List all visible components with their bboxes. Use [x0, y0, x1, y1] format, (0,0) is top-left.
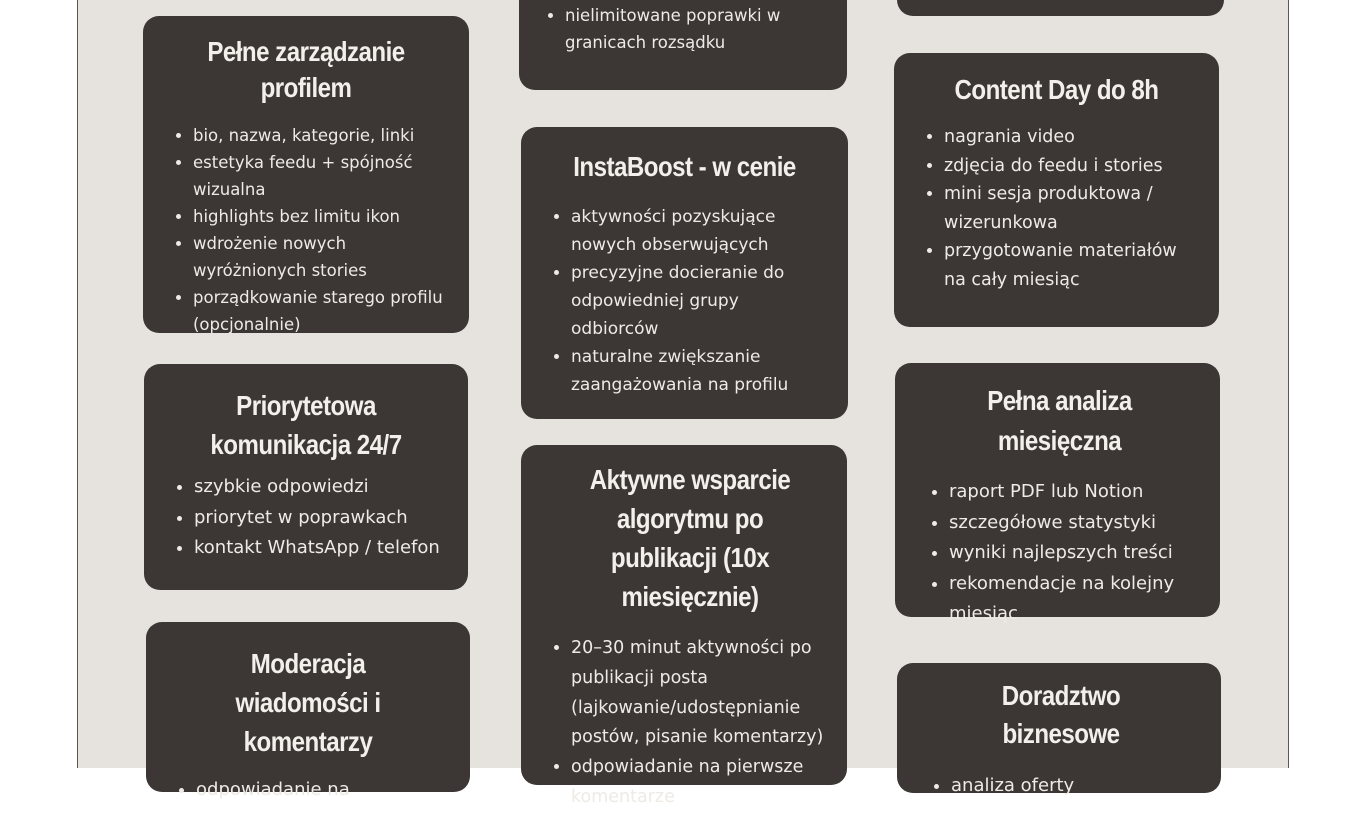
list-item: • wdrożenie nowych wyróżnionych stories — [193, 230, 447, 284]
list-item: • 20–30 minut aktywności po publikacji posta (lajkowanie/udostępnianie postów, pisanie komentarzy) — [571, 634, 837, 753]
list-item: • kontakt WhatsApp / telefon — [194, 533, 446, 564]
list-item: • priorytet w poprawkach — [194, 503, 446, 534]
feature-list — [166, 472, 446, 564]
card-top-partial — [897, 0, 1224, 16]
card-revisions — [519, 0, 847, 90]
card-profile-management — [143, 16, 469, 333]
card-title: Pełne zarządzanie profilem — [207, 36, 405, 103]
list-item: • szybkie odpowiedzi — [194, 472, 446, 503]
list-item: • rekomendacje na kolejny miesiąc — [949, 569, 1198, 630]
list-item: • porządkowanie starego profilu (opcjonalnie) — [193, 284, 447, 338]
list-item: • estetyka feedu + spójność wizualna — [193, 149, 447, 203]
card-algorithm-support — [521, 445, 847, 807]
list-item: • nagrania video — [944, 123, 1197, 152]
list-item: • highlights bez limitu ikon — [193, 203, 447, 230]
list-item: • aktywności pozyskujące nowych obserwujących — [571, 203, 826, 259]
card-business-advisory — [897, 663, 1221, 796]
list-item: • przygotowanie materiałów na cały miesiąc — [944, 237, 1197, 294]
card-title: Priorytetowa komunikacja 24/7 — [210, 390, 402, 460]
list-item: • bio, nazwa, kategorie, linki — [193, 122, 447, 149]
card-title: Content Day do 8h — [954, 74, 1159, 105]
offer-sheet — [77, 0, 1289, 807]
list-item: • precyzyjne docieranie do odpowiedniej grupy odbiorców — [571, 259, 826, 343]
list-item: • nielimitowane poprawki w granicach rozsądku — [565, 2, 825, 56]
feature-list — [165, 122, 447, 338]
list-item: • odpowiadanie na pierwsze komentarze — [571, 753, 837, 813]
feature-list — [537, 2, 825, 56]
card-title: Moderacja wiadomości i komentarzy — [235, 648, 381, 757]
card-content-day — [894, 53, 1219, 327]
card-instaboost — [521, 127, 848, 419]
list-item: • szczegółowe statystyki — [949, 508, 1198, 539]
card-monthly-analysis — [895, 363, 1220, 624]
list-item: • mini sesja produktowa / wizerunkowa — [944, 180, 1197, 237]
feature-list — [168, 775, 448, 805]
list-item: • wyniki najlepszych treści — [949, 538, 1198, 569]
list-item: • odpowiadanie na — [196, 775, 448, 805]
card-priority-communication — [144, 364, 468, 590]
list-item: • naturalne zwiększanie zaangażowania na profilu — [571, 343, 826, 399]
card-title: Doradztwo biznesowe — [1001, 680, 1121, 749]
feature-list — [543, 203, 826, 399]
feature-list — [923, 771, 1199, 801]
list-item: • zdjęcia do feedu i stories — [944, 152, 1197, 181]
feature-list — [916, 123, 1197, 295]
feature-list — [543, 634, 837, 813]
card-title: InstaBoost - w cenie — [573, 151, 796, 182]
feature-list — [921, 477, 1198, 630]
card-title: Aktywne wsparcie algorytmu po publikacji (10x miesięcznie) — [589, 464, 791, 612]
list-item: • raport PDF lub Notion — [949, 477, 1198, 508]
card-moderation — [146, 622, 470, 800]
list-item: • analiza oferty — [951, 771, 1199, 801]
card-title: Pełna analiza miesięczna — [987, 385, 1132, 456]
